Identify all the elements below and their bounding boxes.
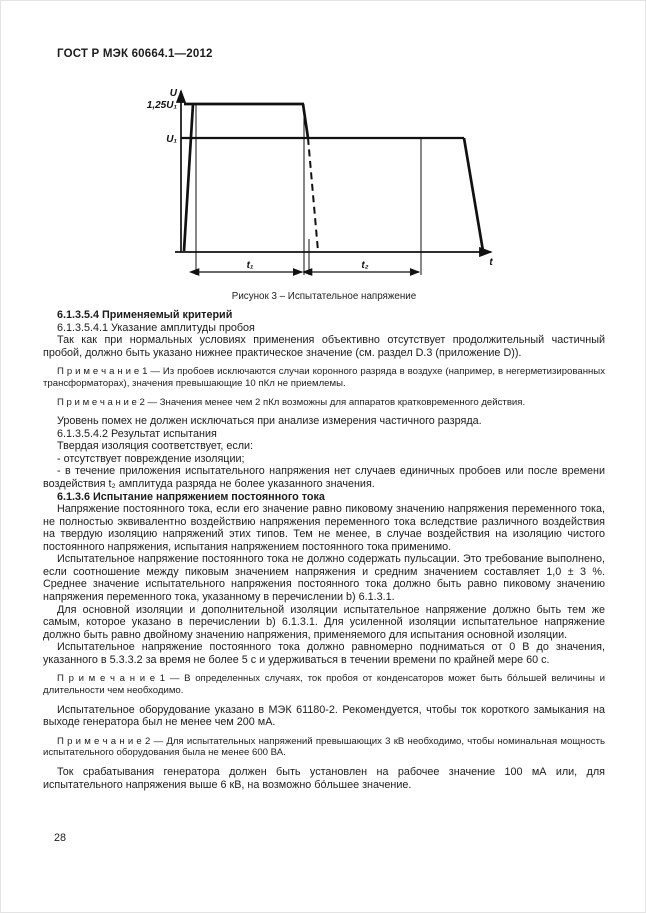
y-axis-label: U	[169, 88, 177, 99]
paragraph: Испытательное напряжение постоянного тока должно равномерно подниматься от 0 В до значения, указанного в 5.3.3.2 за время не более 5 с и удерживаться в течении времени по крайней мере 60 с.	[43, 641, 605, 666]
paragraph: Испытательное оборудование указано в МЭК 61180-2. Рекомендуется, чтобы ток короткого замыкания на выходе генератора был не менее чем 200 мА.	[43, 703, 605, 729]
page-number: 28	[54, 832, 67, 844]
section-heading: 6.1.3.5.4 Применяемый критерий	[57, 309, 233, 321]
document-header: ГОСТ Р МЭК 60664.1—2012	[57, 48, 213, 60]
paragraph: 6.1.3.5.4.1 Указание амплитуды пробоя	[57, 321, 255, 334]
paragraph: Напряжение постоянного тока, если его значение равно пиковому значению напряжения переменного тока, не полностью эквивалентно воздействию напряжения переменного тока вследствие различного воздействия на твердую изоляцию напряжений этих типов. Тем не менее, в случае воздействия на изоляцию чистого постоянного напряжения, испытания напряжением постоянного тока применимо.	[43, 503, 605, 553]
final-falling-edge-line	[464, 138, 483, 251]
document-body	[43, 309, 605, 791]
t1-label: t₁	[246, 260, 254, 271]
paragraph: Так как при нормальных условиях применения объективно отсутствует продолжительный частичный пробой, должно быть указано нижнее практическое значение (см. раздел D.3 (приложение D)).	[43, 334, 605, 359]
note: П р и м е ч а н и е 1 — В определенных случаях, ток пробоя от конденсаторов может быть бо́льшей величины и длительности чем необходимо.	[43, 673, 605, 696]
t2-label: t₂	[361, 260, 369, 271]
section-heading: 6.1.3.6 Испытание напряжением постоянного тока	[57, 490, 325, 503]
note: П р и м е ч а н и е 2 — Для испытательных напряжений превышающих 3 кВ необходимо, чтобы номинальная мощность испытательного оборудования была не менее 600 ВА.	[43, 735, 605, 759]
paragraph: Твердая изоляция соответствует, если:	[57, 440, 254, 453]
note: П р и м е ч а н и е 1 — Из пробоев исключаются случаи коронного разряда в воздухе (например, в негерметизированных трансформаторах), значения превышающие 10 пКл не приемлемы.	[43, 366, 605, 389]
x-axis-label: t	[489, 257, 493, 268]
paragraph: - в течение приложения испытательного напряжения нет случаев единичных пробоев или после времени воздействия t₂ амплитуда разряда не более указанного значения.	[43, 465, 605, 491]
falling-edge-dashed-line	[308, 138, 318, 251]
paragraph: Для основной изоляции и дополнительной изоляции испытательное напряжение должно быть тем же самым, которое указано в перечислении b) 6.1.3.1. Для усиленной изоляции испытательное напряжение должно быть равно двойному значению напряжения, применяемого для испытания основной изоляции.	[43, 603, 605, 641]
figure-test-voltage	[1, 79, 646, 294]
paragraph: - отсутствует повреждение изоляции;	[57, 452, 245, 465]
test-voltage-diagram	[1, 79, 646, 294]
paragraph: Ток срабатывания генератора должен быть установлен на рабочее значение 100 мА или, для испытательного напряжения выше 6 кВ, на возможно бо́льшее значение.	[43, 766, 605, 791]
figure-caption: Рисунок 3 – Испытательное напряжение	[231, 291, 417, 302]
rising-edge-line	[184, 104, 193, 251]
paragraph: 6.1.3.5.4.2 Результат испытания	[57, 427, 217, 440]
paragraph: Уровень помех не должен исключаться при анализе измерения частичного разряда.	[57, 415, 482, 428]
lower-level-label: U₁	[166, 134, 177, 145]
paragraph: Испытательное напряжение постоянного тока не должно содержать пульсации. Это требование выполнено, если соотношение между пиковым значением напряжения и средним значением составляет 1,0 ± 3 %. Среднее значение испытательного напряжения постоянного тока должно быть равно пиковому значению напряжения переменного тока, указанному в перечислении b) 6.1.3.1.	[43, 553, 605, 603]
upper-level-label: 1,25U₁	[146, 100, 177, 111]
note: П р и м е ч а н и е 2 — Значения менее чем 2 пКл возможны для аппаратов кратковременного действия.	[57, 396, 526, 408]
